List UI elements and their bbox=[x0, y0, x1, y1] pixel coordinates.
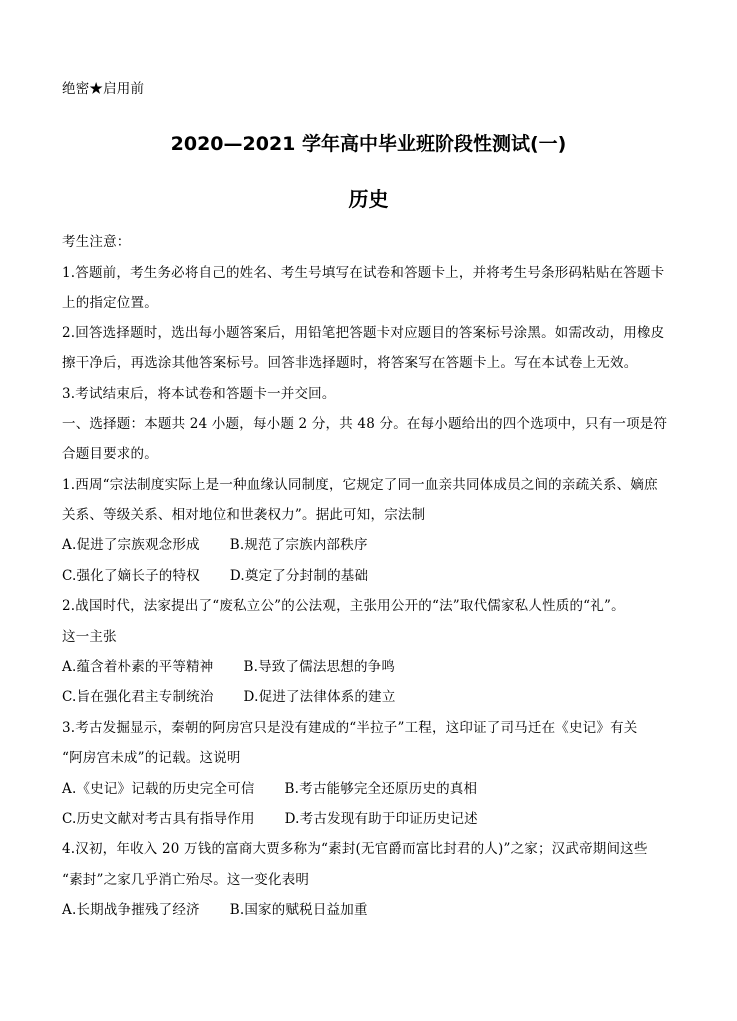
notice-line: 1.答题前，考生务必将自己的姓名、考生号填写在试卷和答题卡上，并将考生号条形码粘贴在答题卡 bbox=[62, 265, 665, 281]
option-d: D.促进了法律体系的建立 bbox=[243, 689, 396, 705]
option-b: B.国家的赋税日益加重 bbox=[229, 902, 368, 918]
option-row bbox=[62, 658, 395, 676]
option-d: D.考古发现有助于印证历史记述 bbox=[284, 811, 478, 827]
question-stem: “阿房宫未成”的记载。这说明 bbox=[62, 750, 241, 766]
notice-line: 上的指定位置。 bbox=[62, 295, 158, 311]
option-b: B.考古能够完全还原历史的真相 bbox=[284, 781, 478, 797]
question-stem: 4.汉初，年收入 20 万钱的富商大贾多称为“素封(无官爵而富比封君的人)”之家；汉武帝期间这些 bbox=[62, 841, 648, 857]
section-instruction: 一、选择题：本题共 24 小题，每小题 2 分，共 48 分。在每小题给出的四个选项中，只有一项是符 bbox=[62, 416, 668, 432]
notice-line: 2.回答选择题时，选出每小题答案后，用铅笔把答题卡对应题目的答案标号涂黑。如需改动，用橡皮 bbox=[62, 325, 665, 341]
question-stem: 关系、等级关系、相对地位和世袭权力”。据此可知，宗法制 bbox=[62, 507, 426, 523]
option-row bbox=[62, 901, 368, 919]
option-a: A.《史记》记载的历史完全可信 bbox=[62, 781, 255, 797]
question-stem: 3.考古发掘显示，秦朝的阿房宫只是没有建成的“半拉子”工程，这印证了司马迁在《史记》有关 bbox=[62, 720, 638, 736]
confidential-label: 绝密★启用前 bbox=[62, 81, 145, 97]
option-row bbox=[62, 567, 368, 585]
option-row bbox=[62, 536, 368, 554]
notice-line: 擦干净后，再选涂其他答案标号。回答非选择题时，将答案写在答题卡上。写在本试卷上无效。 bbox=[62, 355, 638, 371]
option-a: A.蕴含着朴素的平等精神 bbox=[62, 659, 214, 675]
option-c: C.强化了嫡长子的特权 bbox=[62, 568, 200, 584]
exam-title: 2020—2021 学年高中毕业班阶段性测试(一) bbox=[170, 133, 567, 155]
option-row bbox=[62, 688, 396, 706]
question-stem: 1.西周“宗法制度实际上是一种血缘认同制度，它规定了同一血亲共同体成员之间的亲疏关系、嫡庶 bbox=[62, 477, 658, 493]
question-stem: 2.战国时代，法家提出了“废私立公”的公法观，主张用公开的“法”取代儒家私人性质的“礼”。 bbox=[62, 598, 625, 614]
option-row bbox=[62, 780, 477, 798]
option-a: A.促进了宗族观念形成 bbox=[62, 537, 200, 553]
question-stem: 这一主张 bbox=[62, 629, 117, 645]
option-c: C.历史文献对考古具有指导作用 bbox=[62, 811, 255, 827]
section-instruction: 合题目要求的。 bbox=[62, 446, 158, 462]
option-b: B.导致了儒法思想的争鸣 bbox=[243, 659, 396, 675]
option-a: A.长期战争摧残了经济 bbox=[62, 902, 200, 918]
notice-heading: 考生注意： bbox=[62, 234, 131, 250]
option-c: C.旨在强化君主专制统治 bbox=[62, 689, 214, 705]
option-b: B.规范了宗族内部秩序 bbox=[229, 537, 368, 553]
option-row bbox=[62, 810, 478, 828]
question-stem: “素封”之家几乎消亡殆尽。这一变化表明 bbox=[62, 872, 310, 888]
subject-title: 历史 bbox=[348, 187, 389, 211]
notice-line: 3.考试结束后，将本试卷和答题卡一并交回。 bbox=[62, 386, 336, 402]
option-d: D.奠定了分封制的基础 bbox=[229, 568, 369, 584]
